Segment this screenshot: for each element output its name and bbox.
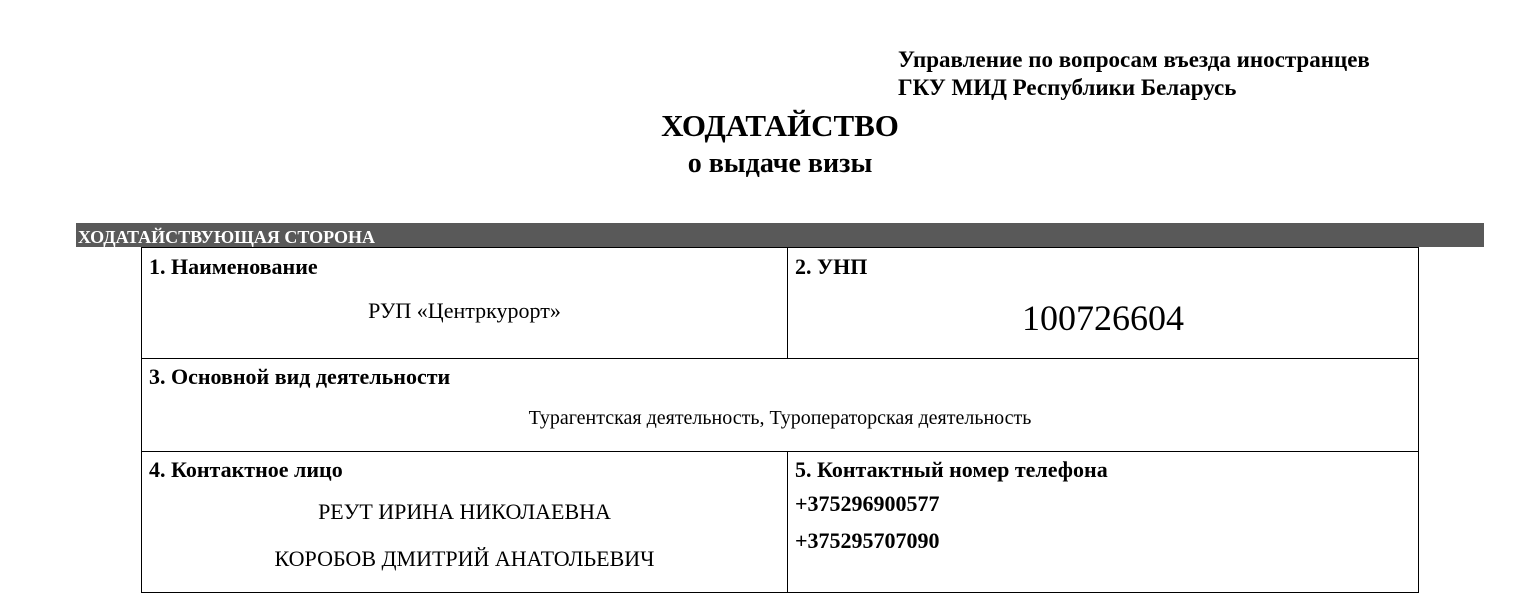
field-name-value: РУП «Центркурорт» bbox=[368, 298, 561, 323]
field-contact-person-label: 4. Контактное лицо bbox=[149, 457, 343, 482]
field-unp-value: 100726604 bbox=[1022, 298, 1184, 338]
row-divider-1 bbox=[142, 358, 1418, 359]
addressee-block bbox=[898, 46, 1370, 102]
document-subtitle: о выдаче визы bbox=[687, 148, 873, 179]
addressee-line-2: ГКУ МИД Республики Беларусь bbox=[898, 75, 1237, 100]
field-phone-label: 5. Контактный номер телефона bbox=[795, 457, 1108, 482]
field-activity-label: 3. Основной вид деятельности bbox=[149, 364, 451, 389]
field-unp-label: 2. УНП bbox=[795, 254, 868, 279]
section-header-bar bbox=[76, 223, 1484, 247]
applicant-form-table bbox=[141, 247, 1419, 593]
field-activity-value: Турагентская деятельность, Туроператорская деятельность bbox=[528, 407, 1032, 429]
section-header-label: ХОДАТАЙСТВУЮЩАЯ СТОРОНА bbox=[78, 227, 376, 247]
field-name-label: 1. Наименование bbox=[149, 254, 318, 279]
field-contact-person-value-1: РЕУТ ИРИНА НИКОЛАЕВНА bbox=[318, 499, 611, 524]
row-divider-2 bbox=[142, 451, 1418, 452]
addressee-line-1: Управление по вопросам въезда иностранцев bbox=[898, 47, 1370, 72]
field-phone-value-2: +375295707090 bbox=[795, 528, 940, 553]
document-title: ХОДАТАЙСТВО bbox=[661, 108, 899, 143]
column-divider-bottom bbox=[787, 451, 788, 593]
field-contact-person-value-2: КОРОБОВ ДМИТРИЙ АНАТОЛЬЕВИЧ bbox=[274, 546, 655, 571]
field-phone-value-1: +375296900577 bbox=[795, 491, 940, 516]
